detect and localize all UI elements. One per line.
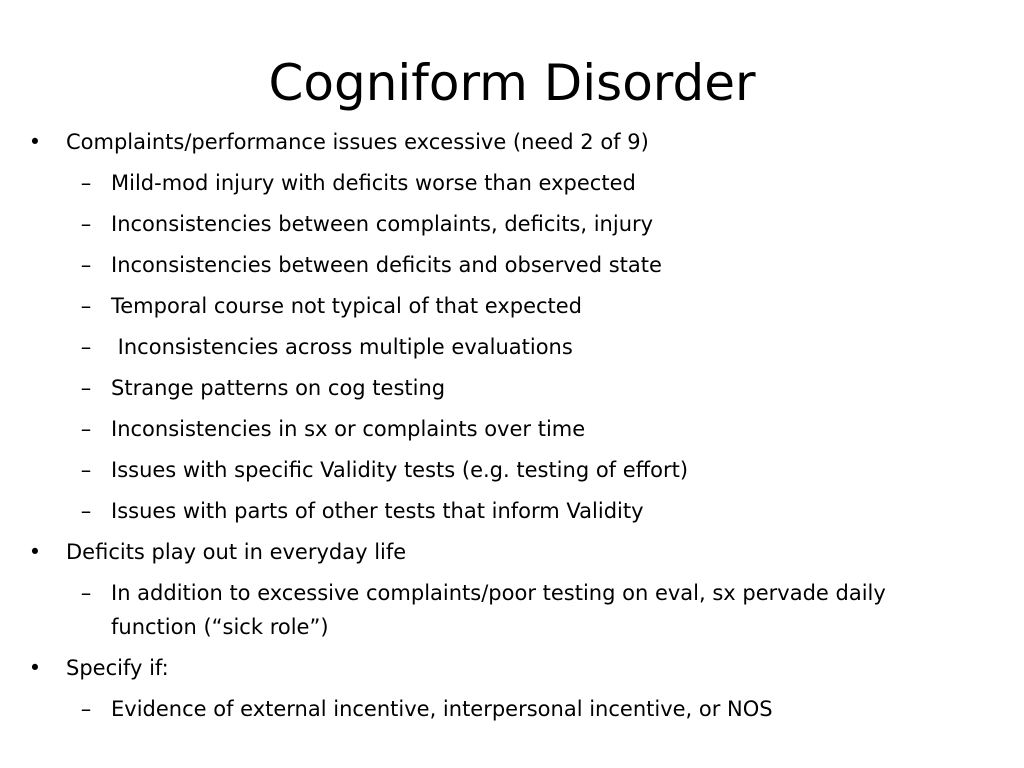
- sub-bullet-text: Evidence of external incentive, interpersonal incentive, or NOS: [111, 697, 773, 721]
- sub-bullet-text: Strange patterns on cog testing: [111, 376, 446, 400]
- dash-marker: –: [80, 499, 92, 523]
- dash-marker: –: [80, 697, 92, 721]
- sub-bullet-item: [0, 453, 1024, 487]
- sub-bullet-item: [0, 371, 1024, 405]
- bullet-marker: •: [28, 130, 42, 154]
- sub-bullet-item: [0, 248, 1024, 282]
- sub-bullet-text: Inconsistencies in sx or complaints over time: [111, 417, 586, 441]
- bullet-text: Specify if:: [66, 656, 169, 680]
- dash-marker: –: [80, 212, 92, 236]
- sub-bullet-item: [0, 692, 1024, 726]
- dash-marker: –: [80, 417, 92, 441]
- bullet-block-complaints: [0, 125, 1024, 528]
- sub-bullet-text: Mild-mod injury with deficits worse than expected: [111, 171, 636, 195]
- dash-marker: –: [80, 458, 92, 482]
- dash-marker: –: [80, 253, 92, 277]
- bullet-item: [0, 651, 1024, 685]
- bullet-text: Deficits play out in everyday life: [66, 540, 407, 564]
- sub-bullet-text: In addition to excessive complaints/poor testing on eval, sx pervade daily function (“sick role”): [111, 581, 886, 639]
- sub-bullet-text: Inconsistencies across multiple evaluations: [111, 335, 573, 359]
- sub-bullet-text: Inconsistencies between complaints, deficits, injury: [111, 212, 654, 236]
- sub-bullet-item: [0, 207, 1024, 241]
- sub-bullet-text: Temporal course not typical of that expected: [111, 294, 583, 318]
- sub-bullet-item: [0, 166, 1024, 200]
- bullet-block-everyday-life: [0, 535, 1024, 644]
- dash-marker: –: [80, 581, 92, 605]
- sub-bullet-item: [0, 576, 971, 644]
- bullet-marker: •: [28, 656, 42, 680]
- sub-bullet-item: [0, 289, 1024, 323]
- bullet-item: [0, 125, 1024, 159]
- dash-marker: –: [80, 171, 92, 195]
- bullet-text: Complaints/performance issues excessive (need 2 of 9): [66, 130, 649, 154]
- bullet-item: [0, 535, 1024, 569]
- sub-bullet-item: [0, 412, 1024, 446]
- bullet-block-specify: [0, 651, 1024, 726]
- dash-marker: –: [80, 376, 92, 400]
- sub-bullet-text: Inconsistencies between deficits and observed state: [111, 253, 662, 277]
- dash-marker: –: [80, 335, 92, 359]
- dash-marker: –: [80, 294, 92, 318]
- bullet-list: [0, 125, 1024, 733]
- bullet-marker: •: [28, 540, 42, 564]
- sub-bullet-item: [0, 330, 1024, 364]
- sub-bullet-item: [0, 494, 1024, 528]
- sub-bullet-text: Issues with parts of other tests that inform Validity: [111, 499, 644, 523]
- slide-title: Cogniform Disorder: [268, 54, 756, 112]
- sub-bullet-text: Issues with specific Validity tests (e.g. testing of effort): [111, 458, 689, 482]
